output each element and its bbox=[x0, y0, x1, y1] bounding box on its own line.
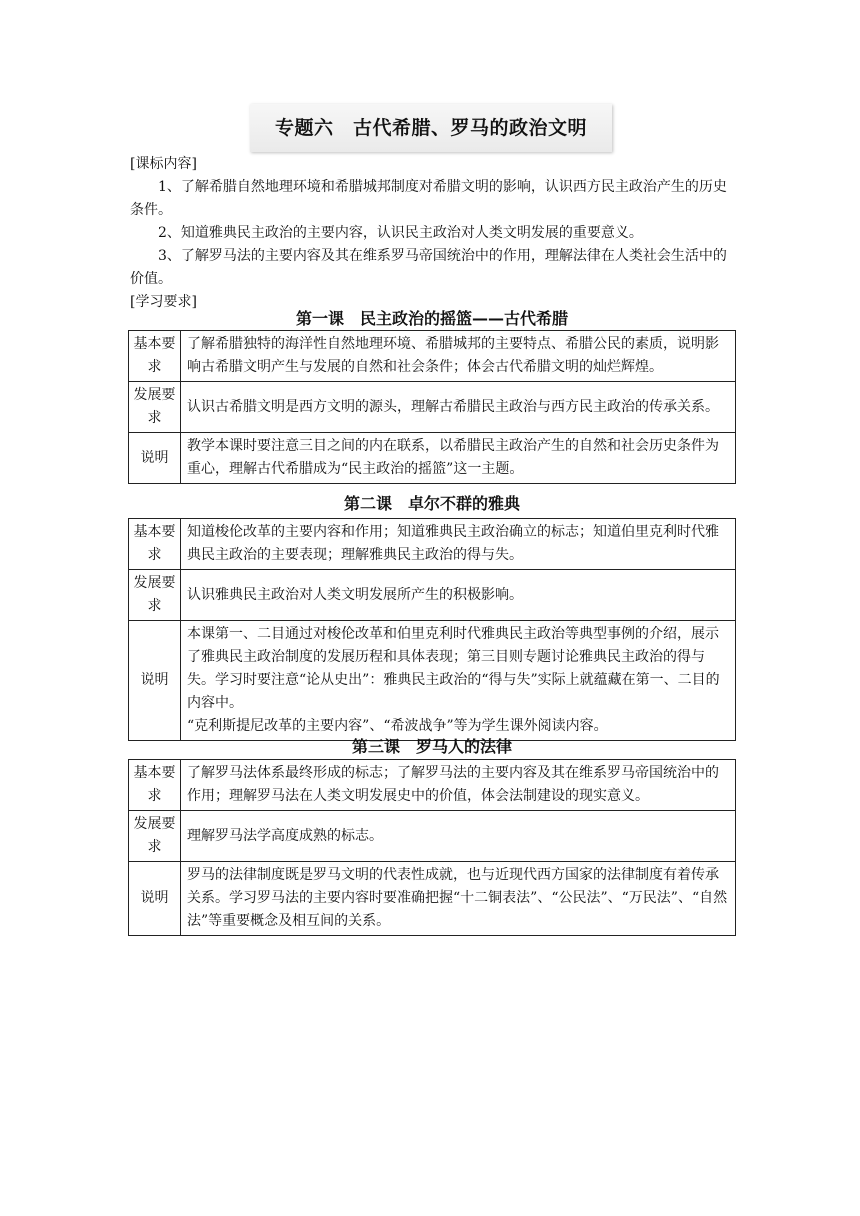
title-box bbox=[250, 104, 612, 152]
lesson-table bbox=[128, 330, 736, 484]
row-text: 教学本课时要注意三目之间的内在联系，以希腊民主政治产生的自然和社会历史条件为重心，理解古代希腊成为“民主政治的摇篮”这一主题。 bbox=[181, 433, 736, 484]
document-title: 专题六 古代希腊、罗马的政治文明 bbox=[274, 117, 587, 139]
row-text: 认识雅典民主政治对人类文明发展所产生的积极影响。 bbox=[181, 570, 736, 621]
study-label: [学习要求] bbox=[130, 294, 197, 310]
row-text: 理解罗马法学高度成熟的标志。 bbox=[181, 811, 736, 862]
lesson-title: 第二课 卓尔不群的雅典 bbox=[343, 494, 520, 513]
row-text: 罗马的法律制度既是罗马文明的代表性成就，也与近现代西方国家的法律制度有着传承关系。学习罗马法的主要内容时要准确把握“十二铜表法”、“公民法”、“万民法”、“自然法”等重要概念及相互间的关系。 bbox=[181, 862, 736, 936]
row-text-cell bbox=[181, 621, 736, 741]
row-label: 说明 bbox=[129, 621, 181, 741]
row-label: 说明 bbox=[129, 433, 181, 484]
curriculum-label: [课标内容] bbox=[130, 156, 197, 172]
lesson-title: 第一课 民主政治的摇篮——古代希腊 bbox=[295, 309, 568, 328]
lesson-table bbox=[128, 759, 736, 936]
table-row bbox=[129, 811, 736, 862]
row-label: 发展要求 bbox=[129, 811, 181, 862]
row-label: 基本要求 bbox=[129, 331, 181, 382]
curriculum-section bbox=[130, 153, 735, 314]
table-row bbox=[129, 433, 736, 484]
table-row bbox=[129, 519, 736, 570]
row-label: 发展要求 bbox=[129, 382, 181, 433]
row-text: 本课第一、二目通过对梭伦改革和伯里克利时代雅典民主政治等典型事例的介绍，展示了雅典民主政治制度的发展历程和具体表现；第三目则专题讨论雅典民主政治的得与失。学习时要注意“论从史出”：雅典民主政治的“得与失”实际上就蕴藏在第一、二目的内容中。 bbox=[187, 626, 720, 711]
row-label: 基本要求 bbox=[129, 519, 181, 570]
table-row bbox=[129, 331, 736, 382]
curriculum-item: 3、了解罗马法的主要内容及其在维系罗马帝国统治中的作用，理解法律在人类社会生活中的价值。 bbox=[130, 248, 727, 287]
table-row bbox=[129, 570, 736, 621]
row-label: 说明 bbox=[129, 862, 181, 936]
row-text: 认识古希腊文明是西方文明的源头，理解古希腊民主政治与西方民主政治的传承关系。 bbox=[181, 382, 736, 433]
curriculum-item: 1、了解希腊自然地理环境和希腊城邦制度对希腊文明的影响，认识西方民主政治产生的历史条件。 bbox=[130, 179, 727, 218]
curriculum-item: 2、知道雅典民主政治的主要内容，认识民主政治对人类文明发展的重要意义。 bbox=[158, 225, 643, 241]
lesson-title: 第三课 罗马人的法律 bbox=[351, 737, 512, 756]
row-text-note: “克利斯提尼改革的主要内容”、“希波战争”等为学生课外阅读内容。 bbox=[187, 718, 608, 734]
row-text: 知道梭伦改革的主要内容和作用；知道雅典民主政治确立的标志；知道伯里克利时代雅典民主政治的主要表现；理解雅典民主政治的得与失。 bbox=[181, 519, 736, 570]
row-label: 发展要求 bbox=[129, 570, 181, 621]
table-row bbox=[129, 862, 736, 936]
row-label: 基本要求 bbox=[129, 760, 181, 811]
row-text: 了解罗马法体系最终形成的标志；了解罗马法的主要内容及其在维系罗马帝国统治中的作用；理解罗马法在人类文明发展史中的价值，体会法制建设的现实意义。 bbox=[181, 760, 736, 811]
table-row bbox=[129, 621, 736, 741]
row-text: 了解希腊独特的海洋性自然地理环境、希腊城邦的主要特点、希腊公民的素质，说明影响古希腊文明产生与发展的自然和社会条件；体会古代希腊文明的灿烂辉煌。 bbox=[181, 331, 736, 382]
table-row bbox=[129, 760, 736, 811]
table-row bbox=[129, 382, 736, 433]
lesson-table bbox=[128, 518, 736, 741]
